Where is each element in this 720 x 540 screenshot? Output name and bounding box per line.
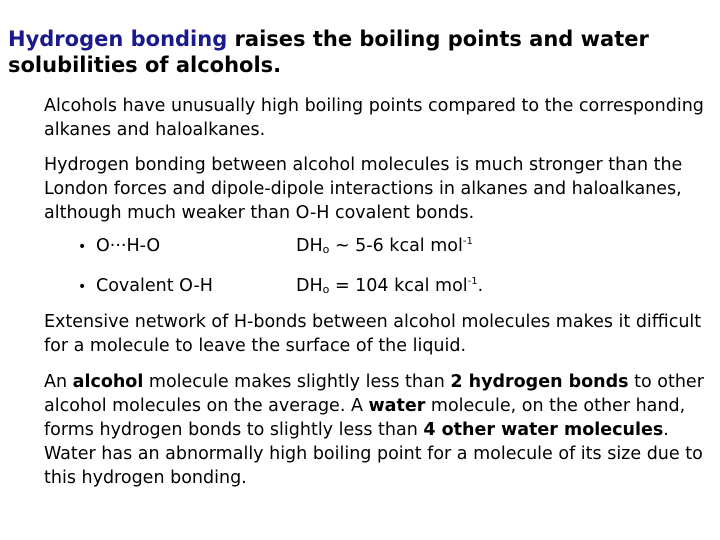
dh-symbol: DH <box>296 276 323 296</box>
energy-text: = 104 kcal mol <box>329 276 468 296</box>
degree-sub: o <box>322 283 330 296</box>
title-highlight: Hydrogen bonding <box>8 27 228 51</box>
text-segment: An <box>44 372 73 392</box>
degree-sub: o <box>322 243 330 256</box>
bullet-value <box>296 274 483 298</box>
bullet-label: O···H-O <box>96 236 161 256</box>
slide-title <box>8 26 708 78</box>
end-punct: . <box>477 276 484 296</box>
dh-symbol: DH <box>296 236 323 256</box>
bullet-icon: • <box>78 279 87 295</box>
text-segment: to other alcohol molecules on the average. A <box>44 372 704 416</box>
bullet-item-covalent <box>78 274 484 299</box>
bullet-value <box>296 234 473 258</box>
exponent: -1 <box>467 276 478 288</box>
text-segment: molecule, on the other hand, forms hydrogen bonds to slightly less than <box>44 396 686 440</box>
paragraph-hydrogen-bonding: Hydrogen bonding between alcohol molecules is much stronger than the London forces and dipole-dipole interactions in alkanes and haloalkanes, although much weaker than O-H covalent bonds. <box>44 155 683 223</box>
paragraph-hbond-network: Extensive network of H-bonds between alcohol molecules makes it difficult for a molecule to leave the surface of the liquid. <box>44 312 702 356</box>
bold-two-hbonds: 2 hydrogen bonds <box>450 372 629 392</box>
text-segment: . Water has an abnormally high boiling point for a molecule of its size due to this hydrogen bonding. <box>44 420 703 488</box>
bullet-label: Covalent O-H <box>96 276 213 296</box>
bullet-item-hbond <box>78 234 473 259</box>
bullet-icon: • <box>78 239 87 255</box>
exponent: -1 <box>462 236 473 248</box>
bold-alcohol: alcohol <box>72 372 144 392</box>
text-segment: molecule makes slightly less than <box>143 372 451 392</box>
energy-text: ~ 5-6 kcal mol <box>329 236 463 256</box>
bold-four-water: 4 other water molecules <box>423 420 664 440</box>
bold-water: water <box>368 396 426 416</box>
title-rest: raises the boiling points and water solubilities of alcohols. <box>8 27 649 77</box>
paragraph-alcohol-water <box>44 370 716 490</box>
paragraph-boiling-points: Alcohols have unusually high boiling points compared to the corresponding alkanes and haloalkanes. <box>44 96 704 140</box>
